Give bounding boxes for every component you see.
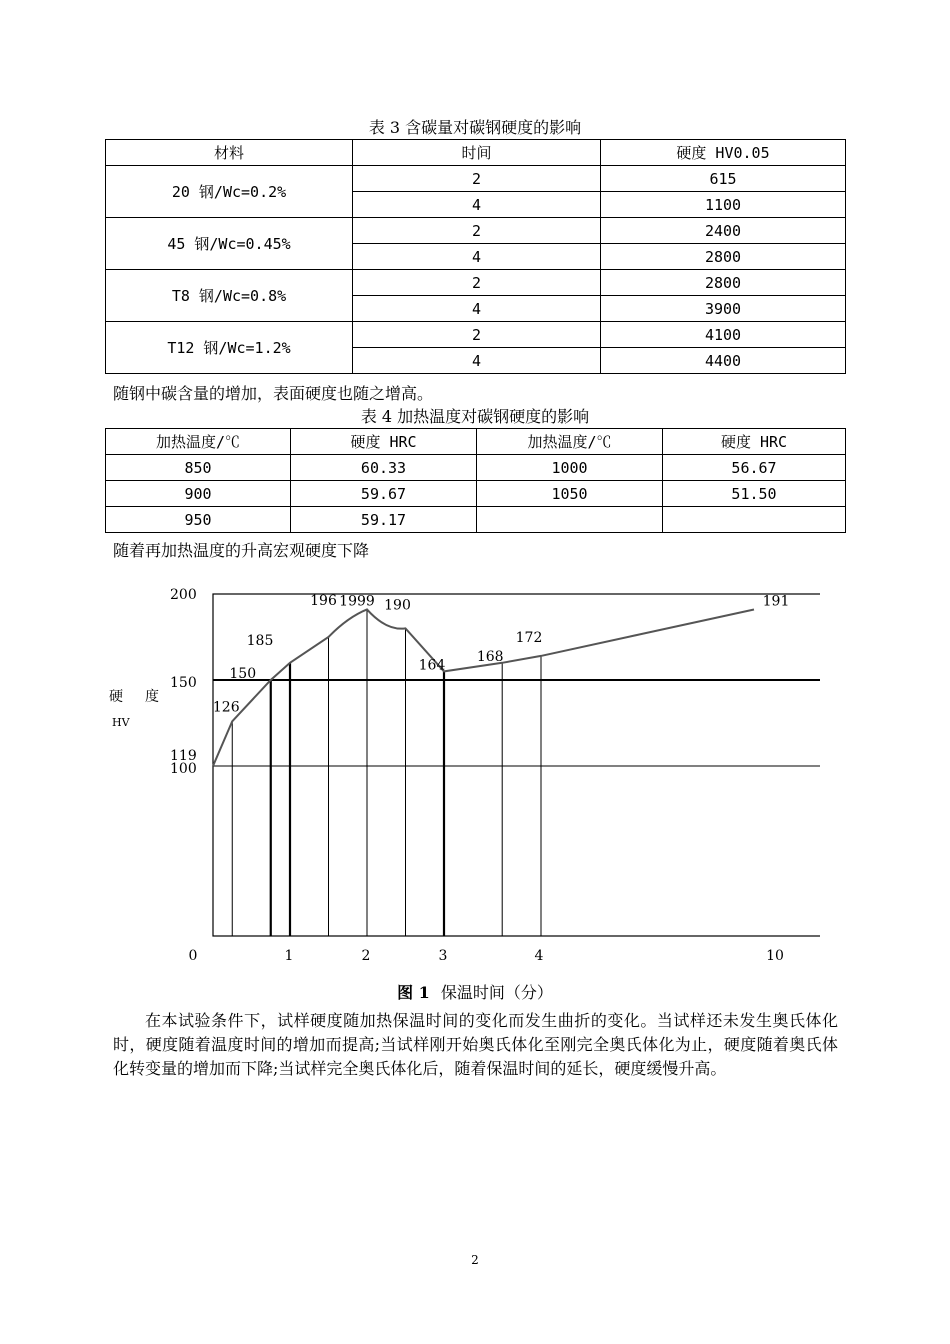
table3-time: 4 bbox=[353, 296, 601, 322]
table3-material: T8 钢/Wc=0.8% bbox=[106, 270, 353, 322]
figure-caption bbox=[0, 980, 950, 1003]
table4-cell bbox=[477, 507, 663, 533]
table4-cell: 60.33 bbox=[291, 455, 477, 481]
y-tick-label: 100 bbox=[170, 761, 197, 777]
y-tick-label: 200 bbox=[170, 587, 197, 603]
table4-cell bbox=[663, 507, 846, 533]
x-tick-label: 1 bbox=[284, 948, 294, 964]
table4-header: 加热温度/℃ bbox=[477, 429, 663, 455]
data-label: 196 bbox=[310, 593, 337, 609]
table3-header: 材料 bbox=[106, 140, 353, 166]
table4-header: 硬度 HRC bbox=[291, 429, 477, 455]
table4-cell: 950 bbox=[106, 507, 291, 533]
table3-hv: 3900 bbox=[601, 296, 846, 322]
x-tick-label: 10 bbox=[766, 948, 784, 964]
table4-header: 硬度 HRC bbox=[663, 429, 846, 455]
data-label: 1999 bbox=[339, 593, 375, 610]
data-label: 168 bbox=[476, 648, 504, 665]
table3-time: 4 bbox=[353, 244, 601, 270]
table3-time: 2 bbox=[353, 166, 601, 192]
table3-material: T12 钢/Wc=1.2% bbox=[106, 322, 353, 374]
data-label: 190 bbox=[384, 597, 411, 614]
table4-cell: 59.67 bbox=[291, 481, 477, 507]
table3-hv: 2400 bbox=[601, 218, 846, 244]
table4-cell: 51.50 bbox=[663, 481, 846, 507]
table3-material: 45 钢/Wc=0.45% bbox=[106, 218, 353, 270]
table3-hv: 1100 bbox=[601, 192, 846, 218]
table4-cell: 1050 bbox=[477, 481, 663, 507]
body-paragraph: 在本试验条件下，试样硬度随加热保温时间的变化而发生曲折的变化。当试样还未发生奥氏体化时，硬度随着温度时间的增加而提高;当试样刚开始奥氏体化至刚完全奥氏体化为止，硬度随着奥氏体化转变量的增加而下降;当试样完全奥氏体化后，随着保温时间的延长，硬度缓慢升高。 bbox=[113, 1011, 838, 1078]
data-label: 150 bbox=[229, 666, 257, 682]
note-temperature: 随着再加热温度的升高宏观硬度下降 bbox=[113, 541, 370, 560]
table3-hv: 4400 bbox=[601, 348, 846, 374]
table4 bbox=[105, 428, 846, 533]
table3-header: 时间 bbox=[353, 140, 601, 166]
table3-hv: 615 bbox=[601, 166, 846, 192]
table4-cell: 1000 bbox=[477, 455, 663, 481]
data-label: 172 bbox=[515, 629, 543, 646]
table3-hv: 2800 bbox=[601, 270, 846, 296]
table3-header: 硬度 HV0.05 bbox=[601, 140, 846, 166]
figure-title: 保温时间（分） bbox=[440, 983, 553, 1002]
data-label: 164 bbox=[418, 657, 446, 674]
table3-time: 4 bbox=[353, 192, 601, 218]
table3-hv: 4100 bbox=[601, 322, 846, 348]
hardness-chart bbox=[100, 580, 820, 980]
y-axis-unit: HV bbox=[112, 716, 130, 729]
note-carbon: 随钢中碳含量的增加，表面硬度也随之增高。 bbox=[113, 384, 434, 403]
table4-header: 加热温度/℃ bbox=[106, 429, 291, 455]
table3-time: 2 bbox=[353, 322, 601, 348]
page-number: 2 bbox=[471, 1253, 479, 1267]
table3-time: 4 bbox=[353, 348, 601, 374]
hardness-curve bbox=[213, 609, 754, 766]
table4-cell: 59.17 bbox=[291, 507, 477, 533]
data-label: 191 bbox=[762, 593, 790, 610]
x-tick-label: 0 bbox=[188, 948, 198, 964]
table3-time: 2 bbox=[353, 270, 601, 296]
x-tick-label: 3 bbox=[438, 948, 448, 964]
x-tick-label: 2 bbox=[361, 948, 371, 964]
table3-hv: 2800 bbox=[601, 244, 846, 270]
table4-cell: 850 bbox=[106, 455, 291, 481]
table3-material: 20 钢/Wc=0.2% bbox=[106, 166, 353, 218]
table3-caption: 表 3 含碳量对碳钢硬度的影响 bbox=[368, 118, 582, 137]
table3-time: 2 bbox=[353, 218, 601, 244]
data-label: 126 bbox=[212, 699, 240, 716]
table4-cell: 56.67 bbox=[663, 455, 846, 481]
figure-number: 图 1 bbox=[397, 983, 430, 1002]
y-axis-label-char-1: 硬 bbox=[109, 689, 123, 705]
table4-cell: 900 bbox=[106, 481, 291, 507]
data-label: 185 bbox=[246, 632, 274, 649]
y-tick-label: 119 bbox=[170, 748, 197, 764]
y-axis-label-char-2: 度 bbox=[145, 689, 159, 705]
y-tick-label: 150 bbox=[170, 675, 197, 691]
x-tick-label: 4 bbox=[534, 948, 544, 964]
table4-caption: 表 4 加热温度对碳钢硬度的影响 bbox=[360, 407, 590, 426]
table3 bbox=[105, 139, 846, 374]
